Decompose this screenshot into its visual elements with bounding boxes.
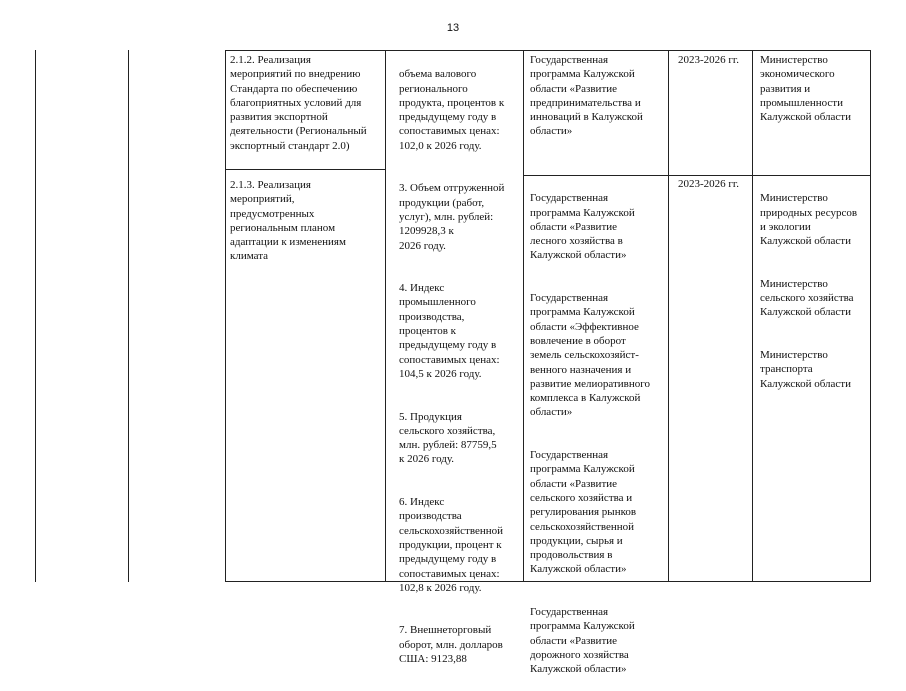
task-cell: 2.1.3. Реализация мероприятий, предусмотренных региональным планом адаптации к изменениям климата [230, 179, 346, 263]
table-top-border [225, 50, 871, 51]
left-margin-line [35, 50, 36, 582]
executor-item: Министерство транспорта Калужской области [760, 348, 851, 390]
column-divider [523, 50, 524, 582]
indicator-item: 7. Внешнеторговый оборот, млн. долларов США: 9123,88 [399, 624, 503, 665]
period-cell: 2023-2026 гг. [678, 178, 739, 190]
page-number: 13 [446, 22, 460, 34]
indicator-item: 4. Индекс промышленного производства, процентов к предыдущему году в сопоставимых ценах: 104,5 к 2026 году. [399, 282, 500, 380]
program-item: Государственная программа Калужской области «Эффективное вовлечение в оборот земель сельскохозяйст- венного назначения и развитие мелиоративного комплекса в Калужской области» [530, 292, 650, 419]
indicator-item: объема валового регионального продукта, процентов к предыдущему году в сопоставимых ценах: 102,0 к 2026 году. [399, 68, 505, 152]
column-divider [225, 50, 226, 582]
executor-item: Министерство природных ресурсов и экологии Калужской области [760, 192, 858, 248]
column-divider [870, 50, 871, 582]
indicators-cell [399, 53, 523, 681]
executor-cell: Министерство экономического развития и промышленности Калужской области [760, 54, 851, 124]
period-cell: 2023-2026 гг. [678, 54, 739, 66]
row-divider [523, 175, 871, 176]
column-divider [128, 50, 129, 582]
row-divider [225, 169, 386, 170]
task-cell: 2.1.2. Реализация мероприятий по внедрению Стандарта по обеспечению благоприятных условий для развития экспортной деятельности (Региональный экспортный стандарт 2.0) [230, 54, 367, 152]
column-divider [752, 50, 753, 582]
program-item: Государственная программа Калужской области «Развитие дорожного хозяйства Калужской области» [530, 606, 635, 676]
program-item: Государственная программа Калужской области «Развитие сельского хозяйства и регулирования рынков сельскохозяйственной продукции, сырья и продовольствия в Калужской области» [530, 449, 637, 576]
executor-item: Министерство сельского хозяйства Калужской области [760, 277, 854, 319]
program-item: Государственная программа Калужской области «Развитие лесного хозяйства в Калужской области» [530, 192, 635, 262]
indicator-item: 5. Продукция сельского хозяйства, млн. рублей: 87759,5 к 2026 году. [399, 410, 497, 466]
column-divider [668, 50, 669, 582]
indicator-item: 3. Объем отгруженной продукции (работ, услуг), млн. рублей: 1209928,3 к 2026 году. [399, 182, 505, 252]
programs-cell [530, 177, 666, 691]
column-divider [385, 50, 386, 582]
program-cell: Государственная программа Калужской области «Развитие предпринимательства и инноваций в Калужской области» [530, 54, 643, 138]
indicator-item: 6. Индекс производства сельскохозяйственной продукции, процент к предыдущему году в сопоставимых ценах: 102,8 к 2026 году. [399, 496, 504, 594]
executors-cell [760, 177, 868, 405]
